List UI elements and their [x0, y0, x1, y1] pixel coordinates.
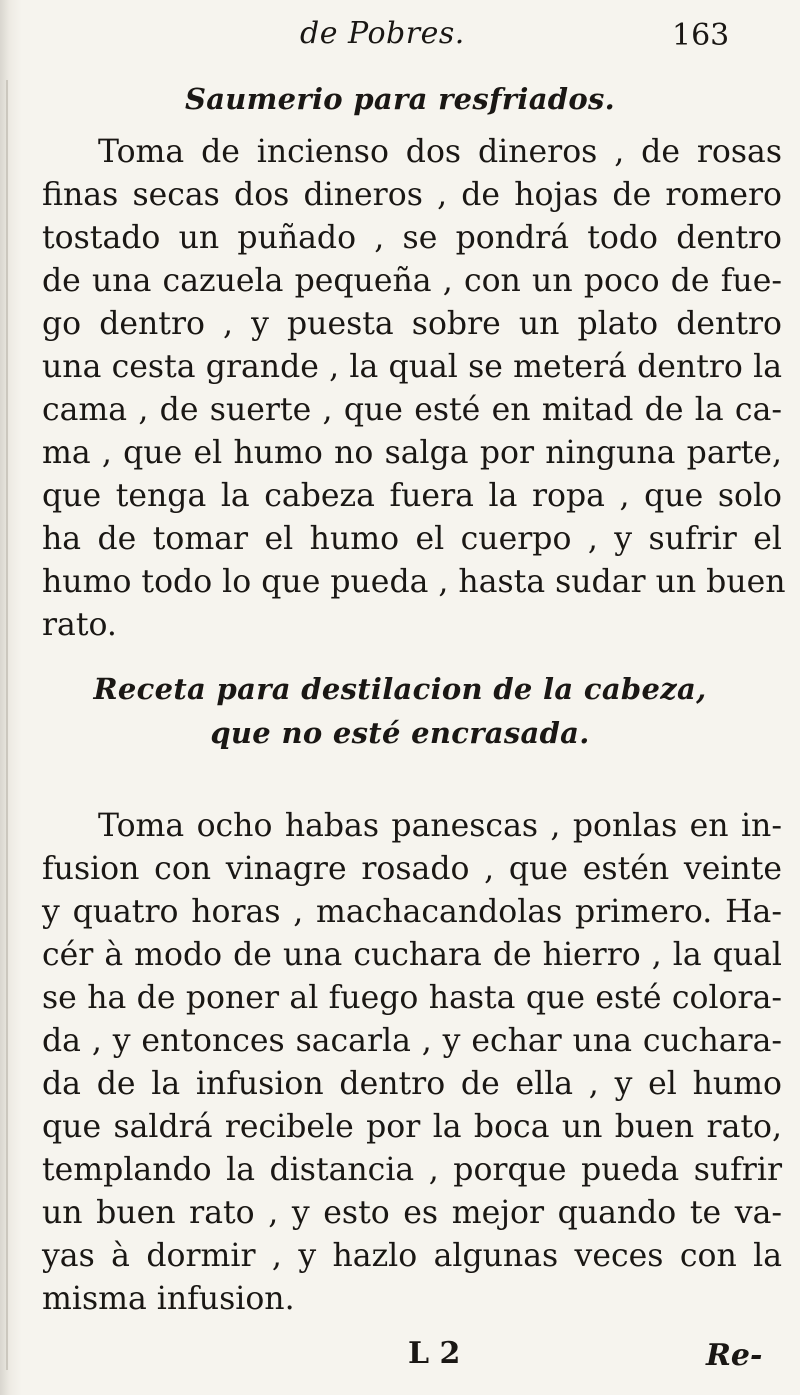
text-line: humo todo lo que pueda , hasta sudar un buen — [42, 564, 786, 600]
text-line: finas secas dos dineros , de hojas de romero — [42, 177, 782, 213]
text-line: se ha de poner al fuego hasta que esté colora- — [42, 980, 782, 1016]
text-line: tostado un puñado , se pondrá todo dentro — [42, 220, 782, 256]
catchword: Re- — [706, 1338, 763, 1373]
section-title-receta-line2: que no esté encrasada. — [210, 716, 590, 750]
text-line: un buen rato , y esto es mejor quando te va- — [42, 1195, 782, 1231]
section-title-saumerio: Saumerio para resfriados. — [184, 82, 616, 116]
text-line: cér à modo de una cuchara de hierro , la qual — [42, 937, 782, 973]
text-line: ma , que el humo no salga por ninguna parte, — [42, 435, 782, 471]
text-line: Toma de incienso dos dineros , de rosas — [98, 134, 782, 170]
text-line: fusion con vinagre rosado , que estén veinte — [42, 851, 782, 887]
text-line: go dentro , y puesta sobre un plato dentro — [42, 306, 782, 342]
signature-mark: L 2 — [408, 1336, 461, 1371]
text-line: da de la infusion dentro de ella , y el humo — [42, 1066, 782, 1102]
text-line: que saldrá recibele por la boca un buen rato, — [42, 1109, 782, 1145]
text-line: rato. — [42, 607, 117, 643]
text-line: yas à dormir , y hazlo algunas veces con la — [42, 1238, 782, 1274]
text-line: templando la distancia , porque pueda sufrir — [42, 1152, 782, 1188]
text-line: que tenga la cabeza fuera la ropa , que solo — [42, 478, 782, 514]
text-line: Toma ocho habas panescas , ponlas en in- — [98, 808, 782, 844]
text-line: y quatro horas , machacandolas primero. Ha- — [42, 894, 782, 930]
running-head: de Pobres. — [300, 16, 465, 51]
section-title-receta-line1: Receta para destilacion de la cabeza, — [93, 672, 707, 706]
text-line: una cesta grande , la qual se meterá dentro la — [42, 349, 782, 385]
text-line: de una cazuela pequeña , con un poco de fue- — [42, 263, 782, 299]
page-number: 163 — [672, 18, 730, 53]
page-footer — [0, 1336, 800, 1376]
text-line: misma infusion. — [42, 1281, 295, 1317]
text-line: da , y entonces sacarla , y echar una cuchara- — [42, 1023, 782, 1059]
text-line: ha de tomar el humo el cuerpo , y sufrir el — [42, 521, 782, 557]
page-header — [0, 16, 800, 56]
text-line: cama , de suerte , que esté en mitad de la ca- — [42, 392, 782, 428]
